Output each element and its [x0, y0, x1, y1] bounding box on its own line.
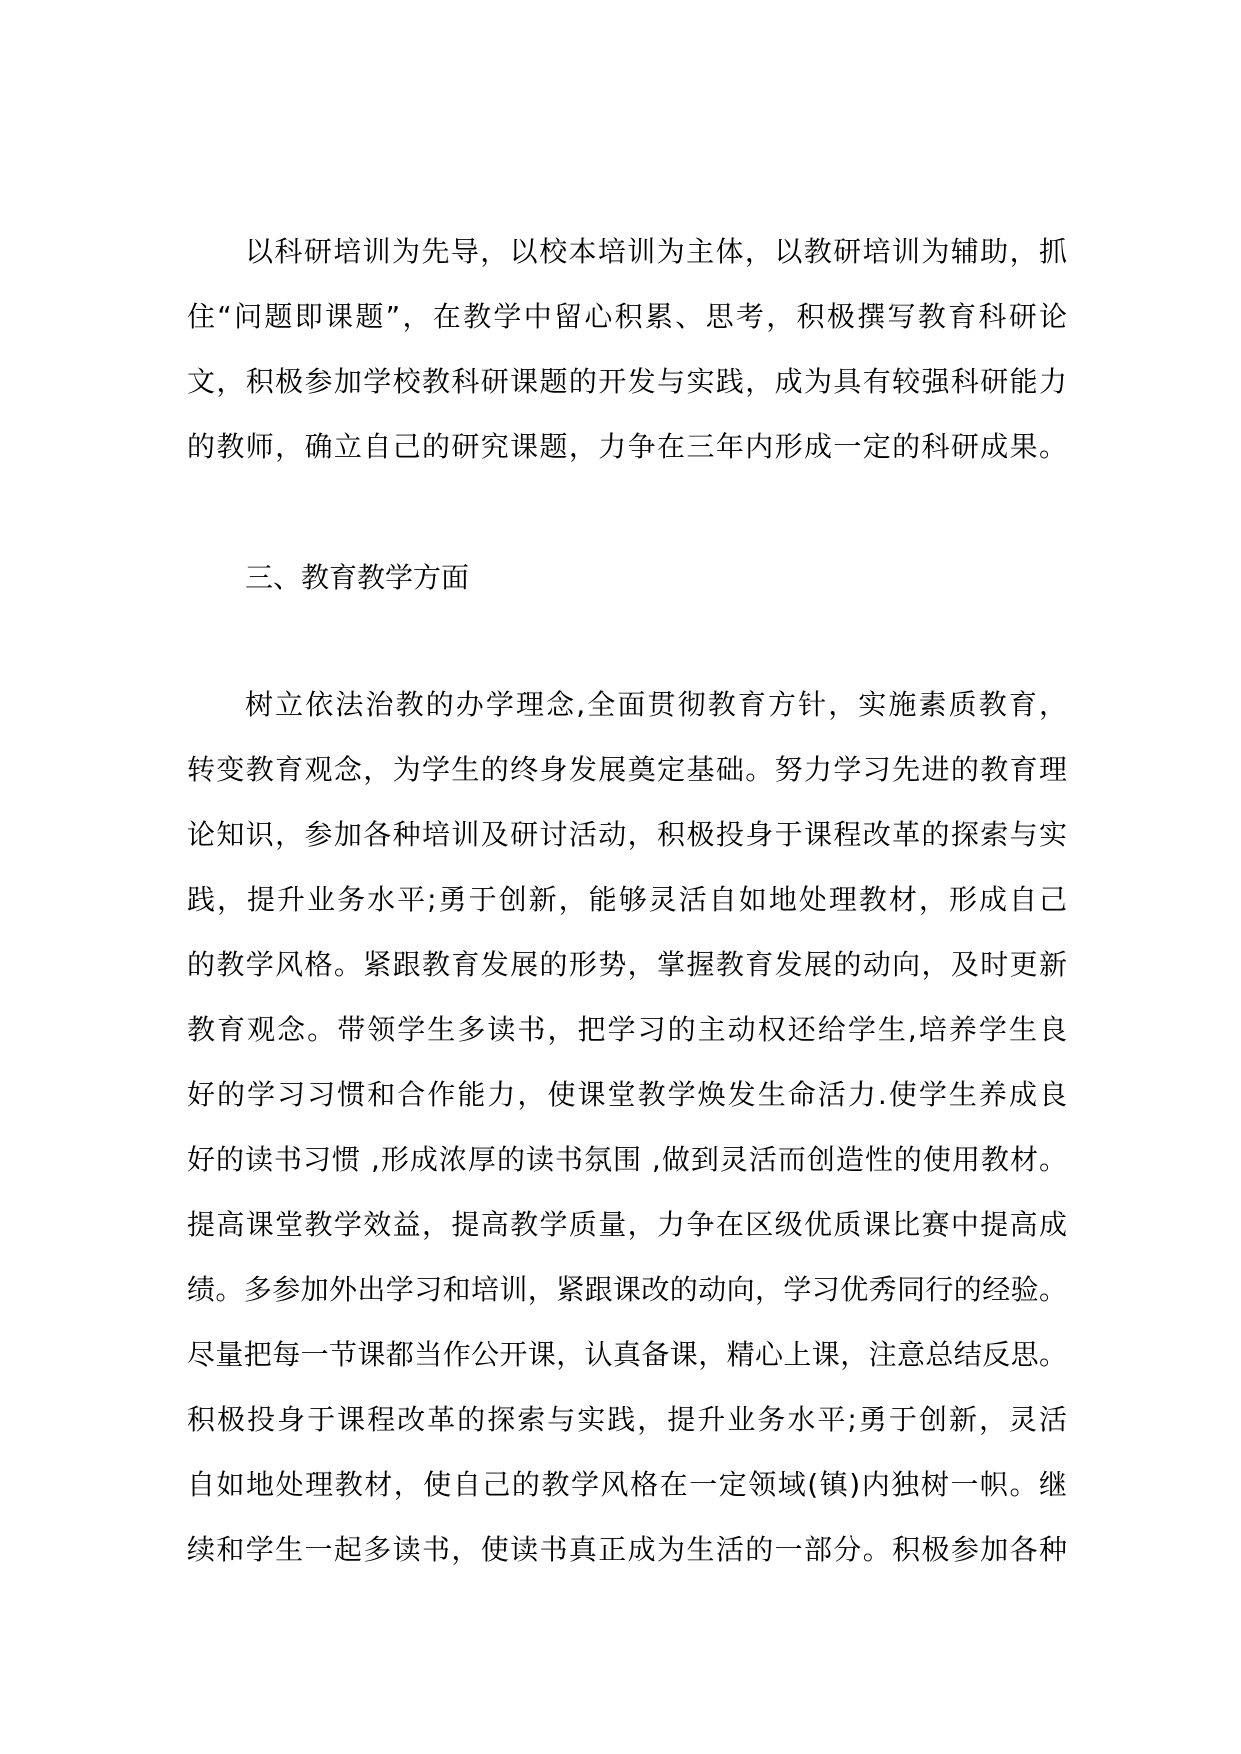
- paragraph-line: 好的学习习惯和合作能力，使课堂教学焕发生命活力.使学生养成良: [187, 1078, 1067, 1111]
- paragraph-line: 好的读书习惯 ,形成浓厚的读书氛围 ,做到灵活而创造性的使用教材。: [187, 1143, 1067, 1176]
- paragraph-line: 转变教育观念，为学生的终身发展奠定基础。努力学习先进的教育理: [187, 753, 1067, 786]
- paragraph-line: 文，积极参加学校教科研课题的开发与实践，成为具有较强科研能力: [187, 365, 1067, 398]
- paragraph-line: 积极投身于课程改革的探索与实践，提升业务水平;勇于创新，灵活: [187, 1403, 1067, 1436]
- paragraph-line: 尽量把每一节课都当作公开课，认真备课，精心上课，注意总结反思。: [187, 1338, 1067, 1371]
- section-heading-block: [187, 545, 1067, 610]
- paragraph-line: 以科研培训为先导，以校本培训为主体，以教研培训为辅助，抓: [245, 235, 1067, 268]
- paragraph-education-teaching: [187, 672, 1067, 1582]
- paragraph-line: 的教师，确立自己的研究课题，力争在三年内形成一定的科研成果。: [187, 430, 1067, 463]
- paragraph-line: 树立依法治教的办学理念,全面贯彻教育方针，实施素质教育，: [245, 688, 1067, 721]
- paragraph-line: 教育观念。带领学生多读书，把学习的主动权还给学生,培养学生良: [187, 1013, 1067, 1046]
- paragraph-line: 践，提升业务水平;勇于创新，能够灵活自如地处理教材，形成自己: [187, 883, 1067, 916]
- paragraph-line: 自如地处理教材，使自己的教学风格在一定领域(镇)内独树一帜。继: [187, 1468, 1067, 1501]
- paragraph-line: 住“问题即课题”，在教学中留心积累、思考，积极撰写教育科研论: [187, 300, 1067, 333]
- paragraph-line: 的教学风格。紧跟教育发展的形势，掌握教育发展的动向，及时更新: [187, 948, 1067, 981]
- paragraph-line: 提高课堂教学效益，提高教学质量，力争在区级优质课比赛中提高成: [187, 1208, 1067, 1241]
- paragraph-line: 续和学生一起多读书，使读书真正成为生活的一部分。积极参加各种: [187, 1533, 1067, 1566]
- paragraph-line: 绩。多参加外出学习和培训，紧跟课改的动向，学习优秀同行的经验。: [187, 1273, 1067, 1306]
- paragraph-research-training: [187, 219, 1067, 479]
- section-heading: 三、教育教学方面: [245, 561, 470, 594]
- paragraph-line: 论知识，参加各种培训及研讨活动，积极投身于课程改革的探索与实: [187, 818, 1067, 851]
